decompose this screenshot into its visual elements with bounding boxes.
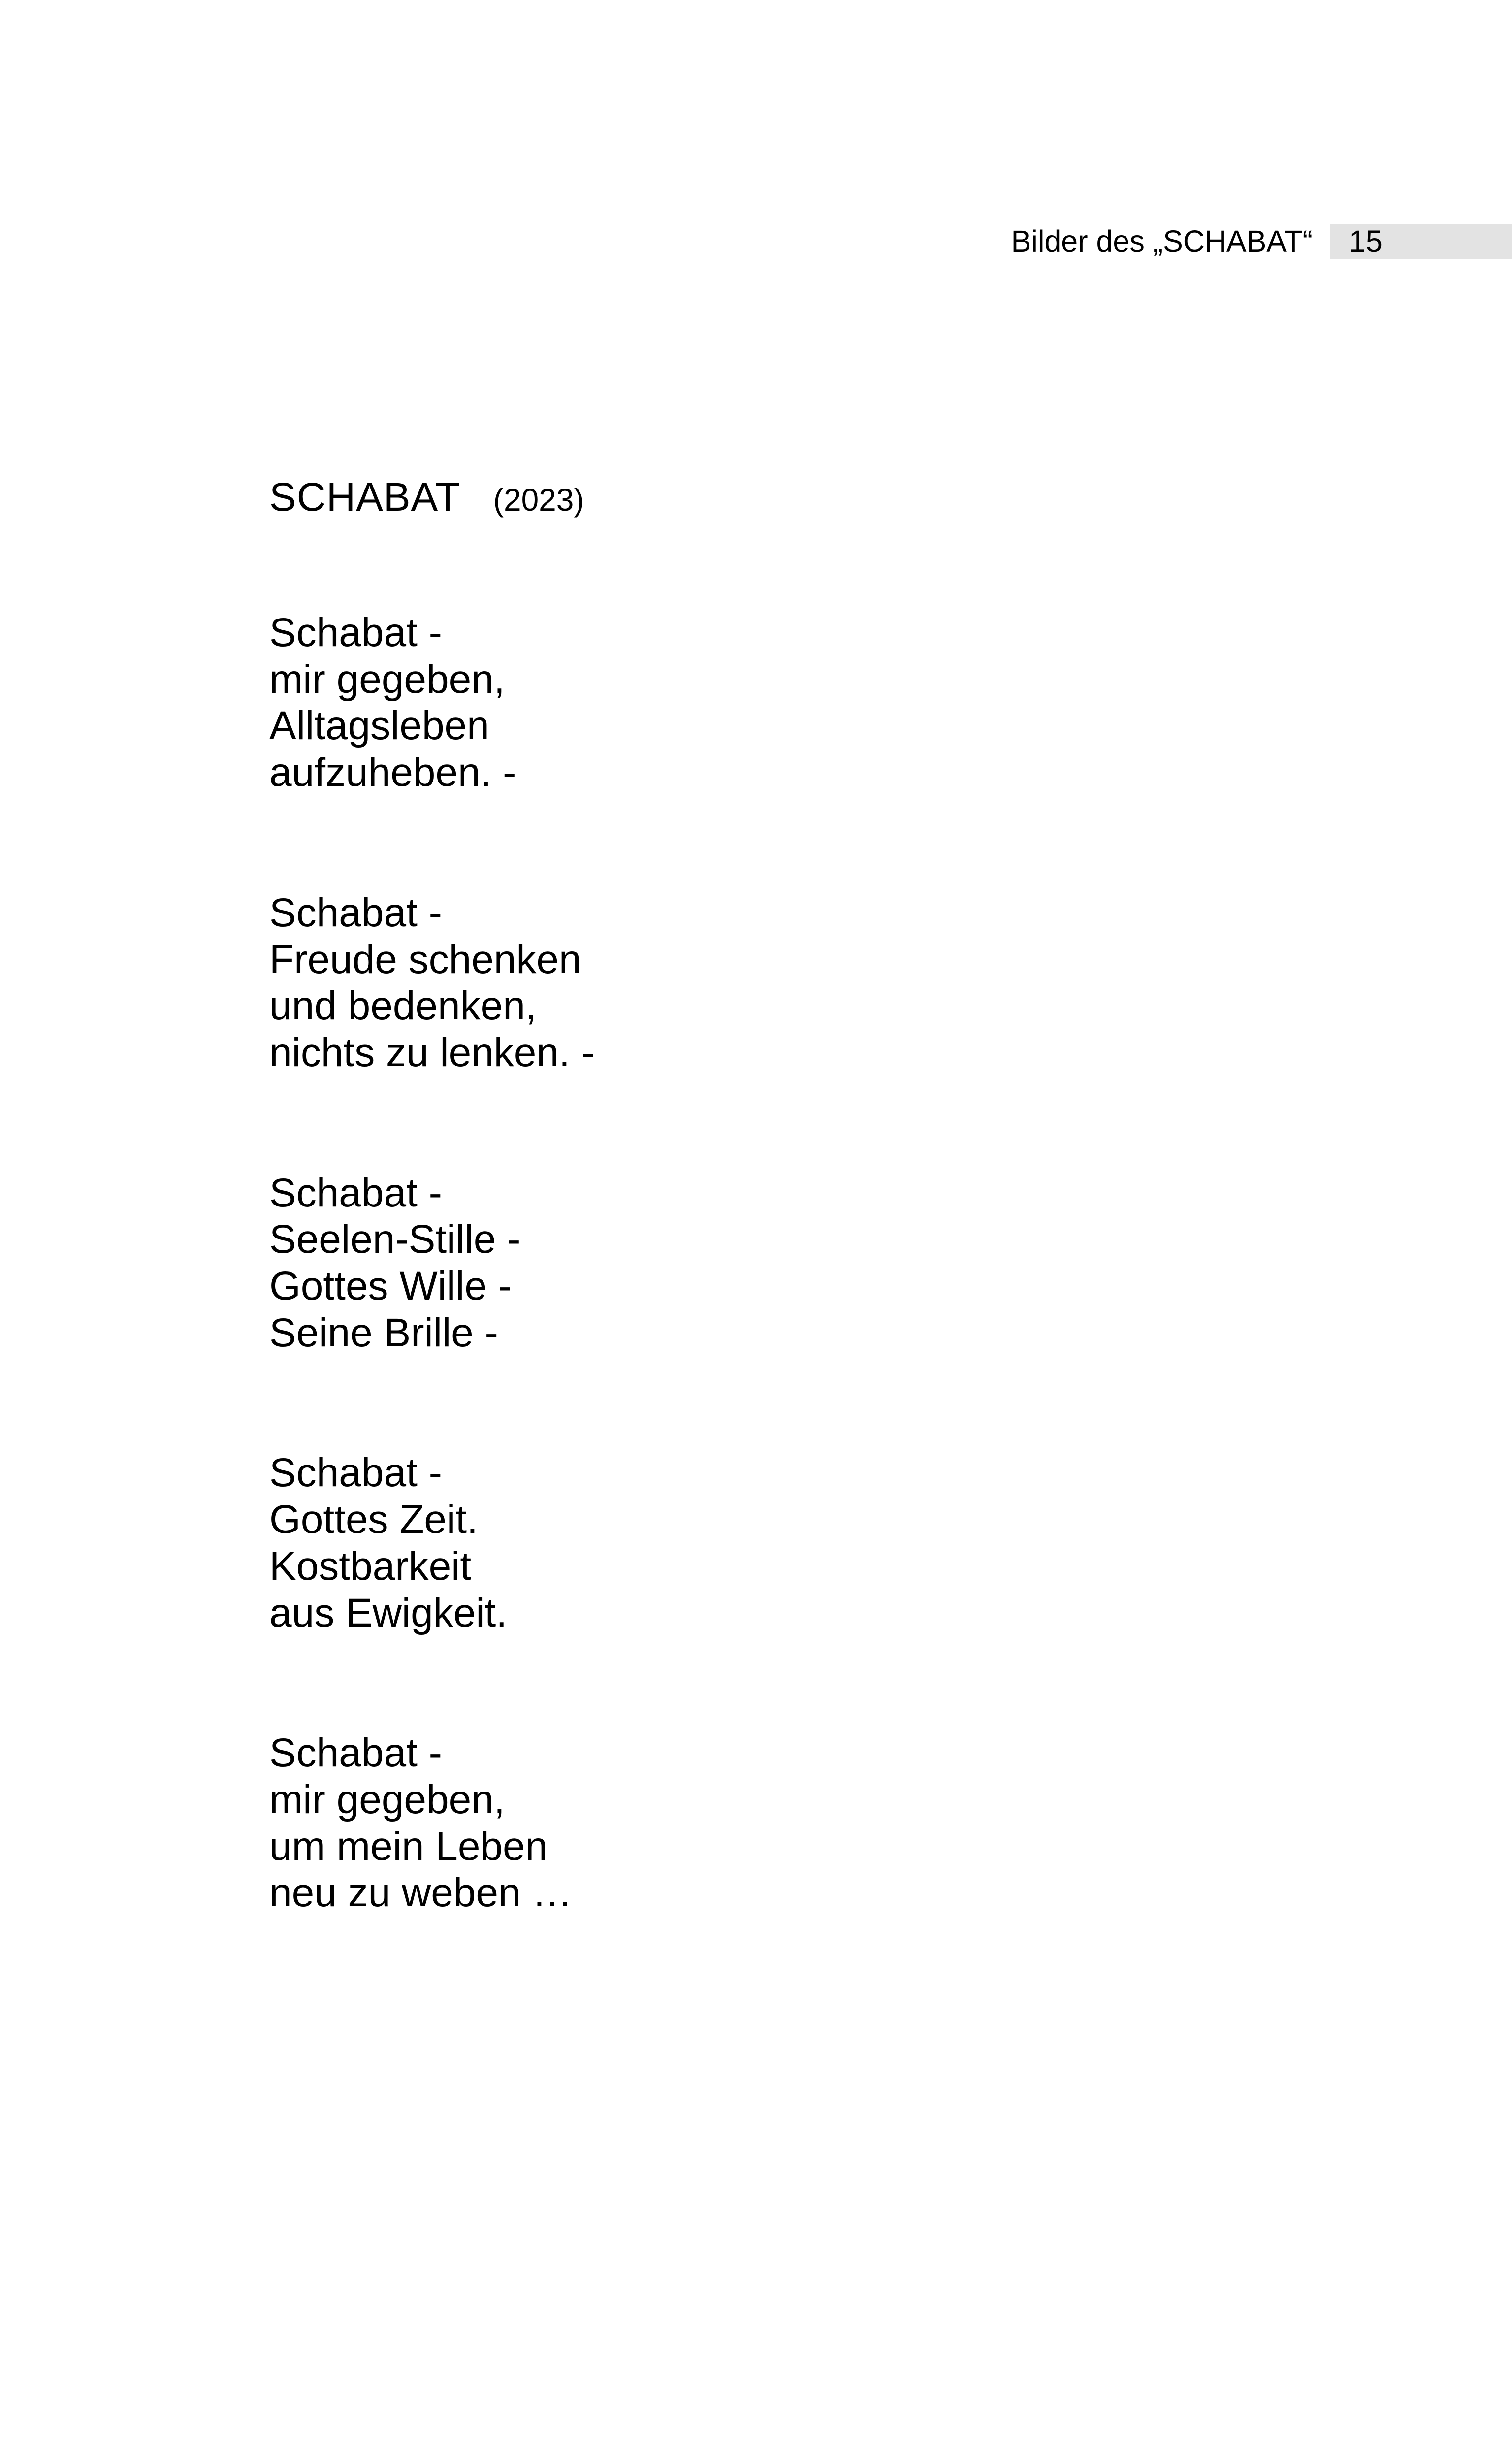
page-number: 15 (1349, 225, 1383, 258)
poem-line: Freude schenken (269, 937, 581, 982)
poem-line: Seine Brille - (269, 1310, 498, 1355)
poem-line: mir gegeben, (269, 656, 505, 702)
poem-line: aus Ewigkeit. (269, 1590, 508, 1635)
poem-year: (2023) (493, 482, 584, 518)
running-header-title: Bilder des „SCHABAT“ (1011, 225, 1313, 258)
poem-line: nichts zu lenken. - (269, 1030, 595, 1075)
poem-line: Schabat - (269, 1730, 442, 1776)
poem-line: Schabat - (269, 1450, 442, 1496)
poem-heading (269, 470, 584, 524)
stanza (269, 890, 595, 1076)
poem-line: um mein Leben (269, 1824, 548, 1869)
poem-line: mir gegeben, (269, 1777, 505, 1822)
poem-line: Kostbarkeit (269, 1543, 472, 1589)
poem-title: SCHABAT (269, 475, 461, 520)
stanza (269, 610, 595, 796)
running-header (0, 224, 1512, 259)
poem-line: Seelen-Stille - (269, 1217, 521, 1262)
stanza (269, 1730, 595, 1917)
poem-line: neu zu weben … (269, 1870, 573, 1916)
stanza (269, 1450, 595, 1636)
poem-line: aufzuheben. - (269, 750, 516, 795)
poem-line: Alltagsleben (269, 703, 489, 749)
poem-body (269, 610, 595, 2010)
poem-line: Gottes Zeit. (269, 1497, 478, 1542)
stanza (269, 1170, 595, 1357)
poem-line: Schabat - (269, 890, 442, 935)
page-number-tab (1330, 224, 1512, 259)
poem-line: Schabat - (269, 610, 442, 655)
poem-line: und bedenken, (269, 983, 537, 1029)
poem-line: Schabat - (269, 1170, 442, 1215)
poem-line: Gottes Wille - (269, 1264, 512, 1309)
